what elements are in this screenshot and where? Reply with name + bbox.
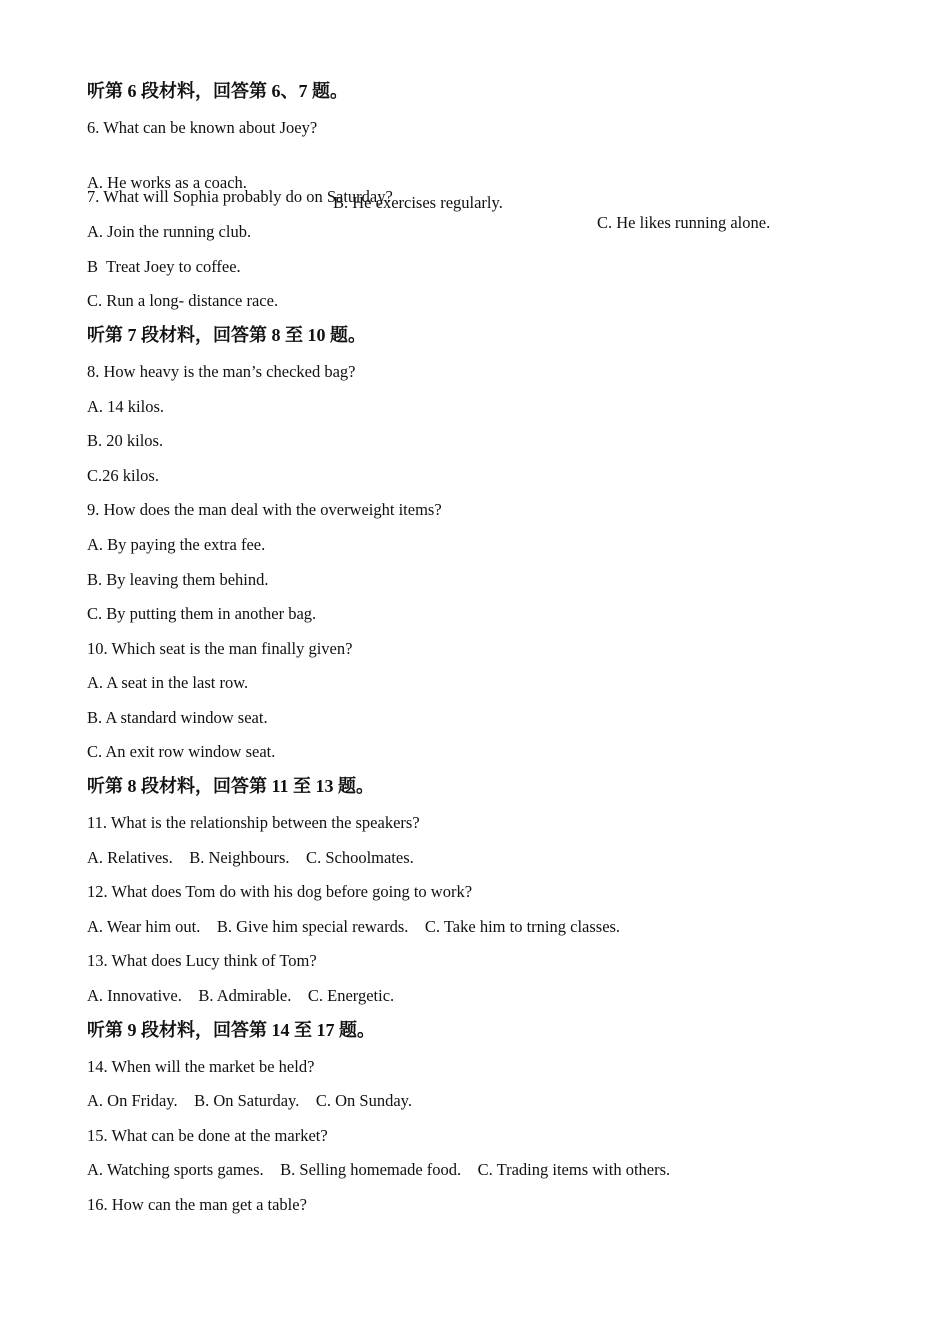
q8-option-b: B. 20 kilos.	[87, 431, 164, 450]
q8-option-c: C.26 kilos.	[87, 466, 159, 485]
q7-option-a: A. Join the running club.	[87, 222, 252, 241]
question-8: 8. How heavy is the man’s checked bag?	[87, 362, 356, 381]
section-heading-6: 听第 6 段材料，回答第 6、7 题。	[87, 81, 348, 101]
question-7: 7. What will Sophia probably do on Saturday?	[87, 187, 393, 206]
section-heading-8: 听第 8 段材料，回答第 11 至 13 题。	[87, 776, 375, 796]
q10-option-b: B. A standard window seat.	[87, 708, 268, 727]
q13-options: A. Innovative. B. Admirable. C. Energetic.	[87, 986, 395, 1005]
question-16: 16. How can the man get a table?	[87, 1195, 307, 1214]
question-15: 15. What can be done at the market?	[87, 1126, 328, 1145]
question-12: 12. What does Tom do with his dog before going to work?	[87, 882, 473, 901]
question-13: 13. What does Lucy think of Tom?	[87, 951, 317, 970]
question-14: 14. When will the market be held?	[87, 1057, 315, 1076]
section-heading-9: 听第 9 段材料，回答第 14 至 17 题。	[87, 1020, 375, 1040]
q9-option-a: A. By paying the extra fee.	[87, 535, 266, 554]
question-10: 10. Which seat is the man finally given?	[87, 639, 353, 658]
section-heading-7: 听第 7 段材料，回答第 8 至 10 题。	[87, 325, 366, 345]
question-6: 6. What can be known about Joey?	[87, 118, 318, 137]
q9-option-c: C. By putting them in another bag.	[87, 604, 317, 623]
q6-option-b: B. He exercises regularly.	[333, 193, 503, 212]
q8-option-a: A. 14 kilos.	[87, 397, 165, 416]
q15-options: A. Watching sports games. B. Selling homemade food. C. Trading items with others.	[87, 1160, 671, 1179]
q6-option-a: A. He works as a coach.	[87, 173, 247, 192]
q14-options: A. On Friday. B. On Saturday. C. On Sunday.	[87, 1091, 412, 1110]
question-9: 9. How does the man deal with the overweight items?	[87, 500, 442, 519]
q7-option-b: B Treat Joey to coffee.	[87, 257, 241, 276]
q12-options: A. Wear him out. B. Give him special rewards. C. Take him to trning classes.	[87, 917, 621, 936]
q11-options: A. Relatives. B. Neighbours. C. Schoolmates.	[87, 848, 414, 867]
q6-option-c: C. He likes running alone.	[597, 213, 771, 232]
question-11: 11. What is the relationship between the speakers?	[87, 813, 420, 832]
q10-option-a: A. A seat in the last row.	[87, 673, 249, 692]
q7-option-c: C. Run a long- distance race.	[87, 291, 279, 310]
q10-option-c: C. An exit row window seat.	[87, 742, 276, 761]
q9-option-b: B. By leaving them behind.	[87, 570, 269, 589]
